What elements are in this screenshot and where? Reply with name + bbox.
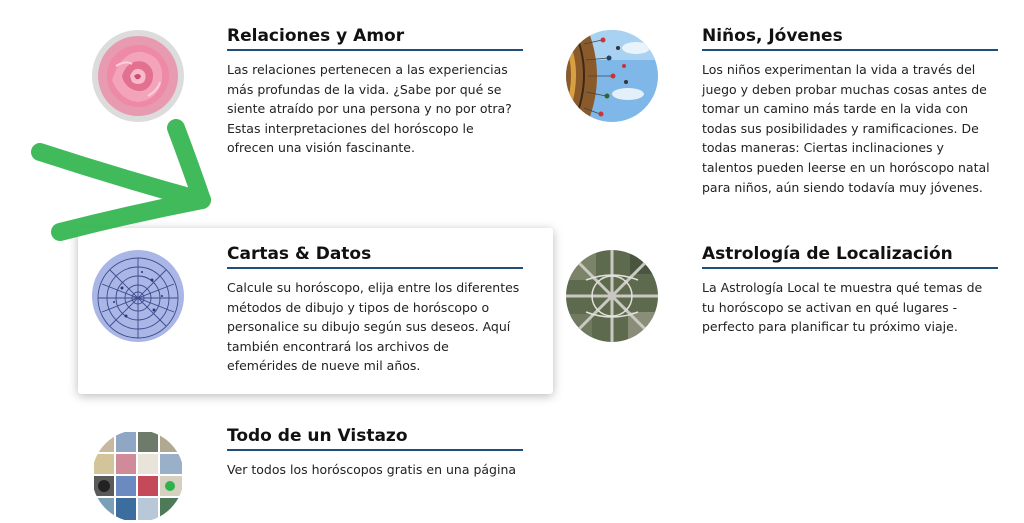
card-title[interactable]: Niños, Jóvenes xyxy=(702,26,998,51)
swing-carousel-image[interactable] xyxy=(566,30,658,122)
card-astrologia-de-localizacion[interactable] xyxy=(553,228,1013,394)
card-description: Ver todos los horóscopos gratis en una página xyxy=(227,462,517,477)
pink-rose-image[interactable] xyxy=(92,30,184,122)
card-description: La Astrología Local te muestra qué temas de tu horóscopo se activan en qué lugares - perfecto para planificar tu próximo viaje. xyxy=(702,280,983,335)
horoscope-collage-image[interactable] xyxy=(92,430,184,522)
card-title[interactable]: Relaciones y Amor xyxy=(227,26,523,51)
card-todo-de-un-vistazo[interactable] xyxy=(78,410,553,523)
card-relaciones-y-amor[interactable] xyxy=(78,10,553,210)
astrology-chart-image[interactable] xyxy=(92,250,184,342)
card-ninos-jovenes[interactable] xyxy=(553,10,1013,210)
card-title[interactable]: Cartas & Datos xyxy=(227,244,523,269)
card-cartas-y-datos[interactable] xyxy=(78,228,553,394)
card-title[interactable]: Astrología de Localización xyxy=(702,244,998,269)
card-title[interactable]: Todo de un Vistazo xyxy=(227,426,523,451)
card-description: Las relaciones pertenecen a las experiencias más profundas de la vida. ¿Sabe por qué se siente atraído por una persona y no por otra? Estas interpretaciones del horóscopo le ofrecen una visión fascinante. xyxy=(227,62,512,156)
highway-interchange-image[interactable] xyxy=(566,250,658,342)
card-description: Los niños experimentan la vida a través del juego y deben probar muchas cosas antes de tomar un camino más tarde en la vida con todas sus posibilidades y ramificaciones. De todas maneras: Ciertas inclinaciones y talentos pueden leerse en un horóscopo natal para niños, aún siendo todavía muy jóvenes. xyxy=(702,62,990,195)
card-description: Calcule su horóscopo, elija entre los diferentes métodos de dibujo y tipos de horóscopo o personalice su dibujo según sus deseos. Aquí también encontrará los archivos de efemérides de nueve mil años. xyxy=(227,280,520,374)
